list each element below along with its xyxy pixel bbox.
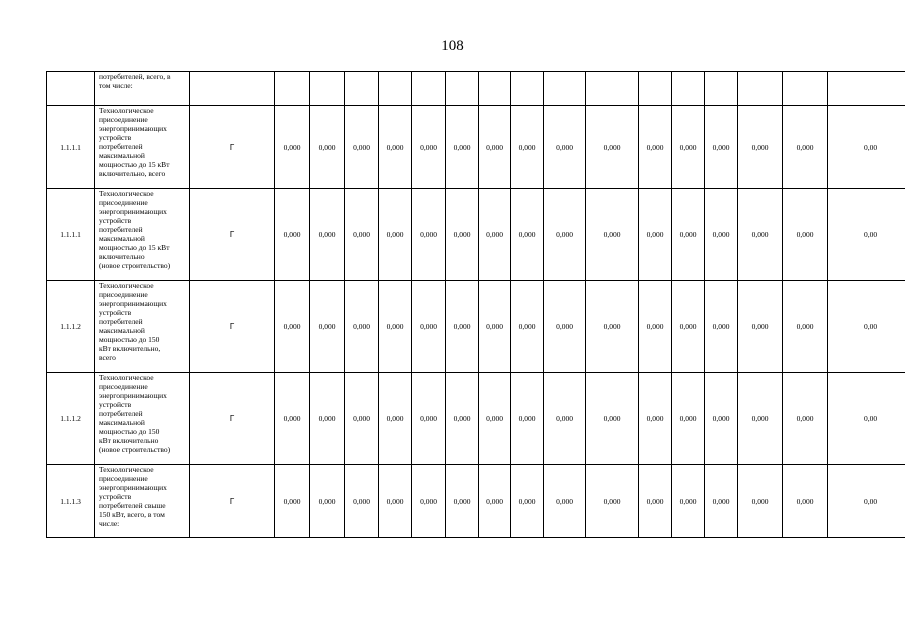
value-cell: 0,000 — [275, 189, 310, 281]
value-cell: 0,000 — [412, 373, 446, 465]
value-cell: 0,000 — [446, 189, 479, 281]
value-cell: 0,000 — [672, 465, 705, 538]
table-row — [47, 373, 905, 465]
value-cell — [345, 72, 379, 106]
value-cell — [672, 72, 705, 106]
value-cell: 0,00 — [828, 373, 905, 465]
value-cell: 0,000 — [379, 189, 412, 281]
row-code-cell: 1.1.1.3 — [47, 465, 95, 538]
value-cell: 0,000 — [738, 106, 783, 189]
value-cell: 0,000 — [345, 373, 379, 465]
value-cell: 0,000 — [738, 189, 783, 281]
page-number: 108 — [441, 38, 464, 54]
value-cell: 0,000 — [783, 189, 828, 281]
value-cell: 0,000 — [412, 106, 446, 189]
value-cell: 0,000 — [345, 189, 379, 281]
value-cell: 0,000 — [412, 465, 446, 538]
value-cell: 0,000 — [310, 106, 345, 189]
table-row — [47, 106, 905, 189]
value-cell: 0,000 — [586, 189, 639, 281]
value-cell: 0,000 — [310, 465, 345, 538]
value-cell: 0,000 — [705, 373, 738, 465]
value-cell: 0,00 — [828, 189, 905, 281]
row-name-cell: потребителей, всего, в том числе: — [95, 72, 190, 106]
row-name-cell: Технологическое присоединение энергопринимающих устройств потребителей свыше 150 кВт, всего, в том числе: — [95, 465, 190, 538]
value-cell: 0,000 — [275, 465, 310, 538]
value-cell: 0,000 — [544, 373, 586, 465]
value-cell: 0,000 — [544, 106, 586, 189]
row-unit-cell: Г — [190, 373, 275, 465]
value-cell: 0,000 — [783, 281, 828, 373]
value-cell: 0,000 — [310, 189, 345, 281]
value-cell: 0,000 — [586, 106, 639, 189]
value-cell: 0,000 — [479, 281, 511, 373]
value-cell — [379, 72, 412, 106]
value-cell: 0,000 — [275, 281, 310, 373]
value-cell: 0,000 — [783, 373, 828, 465]
value-cell: 0,000 — [412, 189, 446, 281]
row-unit-cell: Г — [190, 465, 275, 538]
value-cell: 0,000 — [544, 281, 586, 373]
value-cell: 0,000 — [379, 106, 412, 189]
value-cell: 0,00 — [828, 465, 905, 538]
row-code-cell: 1.1.1.1 — [47, 106, 95, 189]
value-cell — [511, 72, 544, 106]
value-cell: 0,000 — [479, 106, 511, 189]
row-code-cell: 1.1.1.2 — [47, 281, 95, 373]
value-cell: 0,000 — [783, 465, 828, 538]
row-name-cell: Технологическое присоединение энергопринимающих устройств потребителей максимальной мощностью до 150 кВт включительно (новое строительство) — [95, 373, 190, 465]
value-cell: 0,000 — [379, 373, 412, 465]
row-name-cell: Технологическое присоединение энергопринимающих устройств потребителей максимальной мощностью до 15 кВт включительно (новое строительство) — [95, 189, 190, 281]
value-cell: 0,000 — [738, 465, 783, 538]
value-cell: 0,000 — [586, 281, 639, 373]
row-unit-cell: Г — [190, 189, 275, 281]
value-cell — [544, 72, 586, 106]
value-cell — [310, 72, 345, 106]
value-cell: 0,000 — [738, 281, 783, 373]
value-cell: 0,000 — [639, 281, 672, 373]
row-unit-cell — [190, 72, 275, 106]
row-code-cell: 1.1.1.2 — [47, 373, 95, 465]
value-cell: 0,000 — [479, 465, 511, 538]
value-cell: 0,000 — [345, 465, 379, 538]
value-cell: 0,000 — [379, 281, 412, 373]
value-cell: 0,000 — [672, 281, 705, 373]
value-cell — [275, 72, 310, 106]
value-cell: 0,000 — [479, 373, 511, 465]
value-cell — [446, 72, 479, 106]
value-cell: 0,000 — [446, 465, 479, 538]
value-cell: 0,000 — [586, 465, 639, 538]
value-cell: 0,000 — [511, 373, 544, 465]
value-cell: 0,000 — [672, 106, 705, 189]
value-cell: 0,000 — [446, 281, 479, 373]
value-cell — [586, 72, 639, 106]
value-cell: 0,000 — [275, 106, 310, 189]
value-cell: 0,000 — [639, 106, 672, 189]
value-cell: 0,000 — [672, 373, 705, 465]
value-cell: 0,000 — [310, 373, 345, 465]
row-name-cell: Технологическое присоединение энергопринимающих устройств потребителей максимальной мощностью до 150 кВт включительно, всего — [95, 281, 190, 373]
value-cell: 0,000 — [511, 106, 544, 189]
row-code-cell — [47, 72, 95, 106]
row-unit-cell: Г — [190, 281, 275, 373]
value-cell: 0,000 — [446, 106, 479, 189]
table-row — [47, 189, 905, 281]
value-cell: 0,000 — [672, 189, 705, 281]
value-cell: 0,000 — [544, 189, 586, 281]
value-cell — [639, 72, 672, 106]
value-cell: 0,000 — [705, 189, 738, 281]
value-cell — [828, 72, 905, 106]
value-cell: 0,000 — [544, 465, 586, 538]
value-cell — [412, 72, 446, 106]
value-cell: 0,000 — [705, 465, 738, 538]
row-code-cell: 1.1.1.1 — [47, 189, 95, 281]
value-cell: 0,000 — [511, 189, 544, 281]
table-row — [47, 281, 905, 373]
value-cell: 0,000 — [446, 373, 479, 465]
value-cell: 0,000 — [705, 281, 738, 373]
value-cell: 0,000 — [275, 373, 310, 465]
value-cell: 0,000 — [738, 373, 783, 465]
value-cell: 0,000 — [783, 106, 828, 189]
value-cell: 0,000 — [511, 465, 544, 538]
value-cell — [479, 72, 511, 106]
value-cell: 0,000 — [479, 189, 511, 281]
value-cell — [738, 72, 783, 106]
value-cell: 0,000 — [345, 281, 379, 373]
value-cell — [783, 72, 828, 106]
value-cell: 0,000 — [639, 189, 672, 281]
row-unit-cell: Г — [190, 106, 275, 189]
row-name-cell: Технологическое присоединение энергопринимающих устройств потребителей максимальной мощностью до 15 кВт включительно, всего — [95, 106, 190, 189]
value-cell: 0,000 — [345, 106, 379, 189]
value-cell: 0,000 — [639, 465, 672, 538]
value-cell: 0,000 — [586, 373, 639, 465]
value-cell: 0,000 — [379, 465, 412, 538]
value-cell: 0,00 — [828, 106, 905, 189]
value-cell: 0,000 — [705, 106, 738, 189]
value-cell: 0,000 — [412, 281, 446, 373]
table-row — [47, 72, 905, 106]
value-cell: 0,000 — [639, 373, 672, 465]
table-row — [47, 465, 905, 538]
value-cell: 0,00 — [828, 281, 905, 373]
value-cell — [705, 72, 738, 106]
value-cell: 0,000 — [310, 281, 345, 373]
investment-table — [46, 71, 905, 538]
value-cell: 0,000 — [511, 281, 544, 373]
